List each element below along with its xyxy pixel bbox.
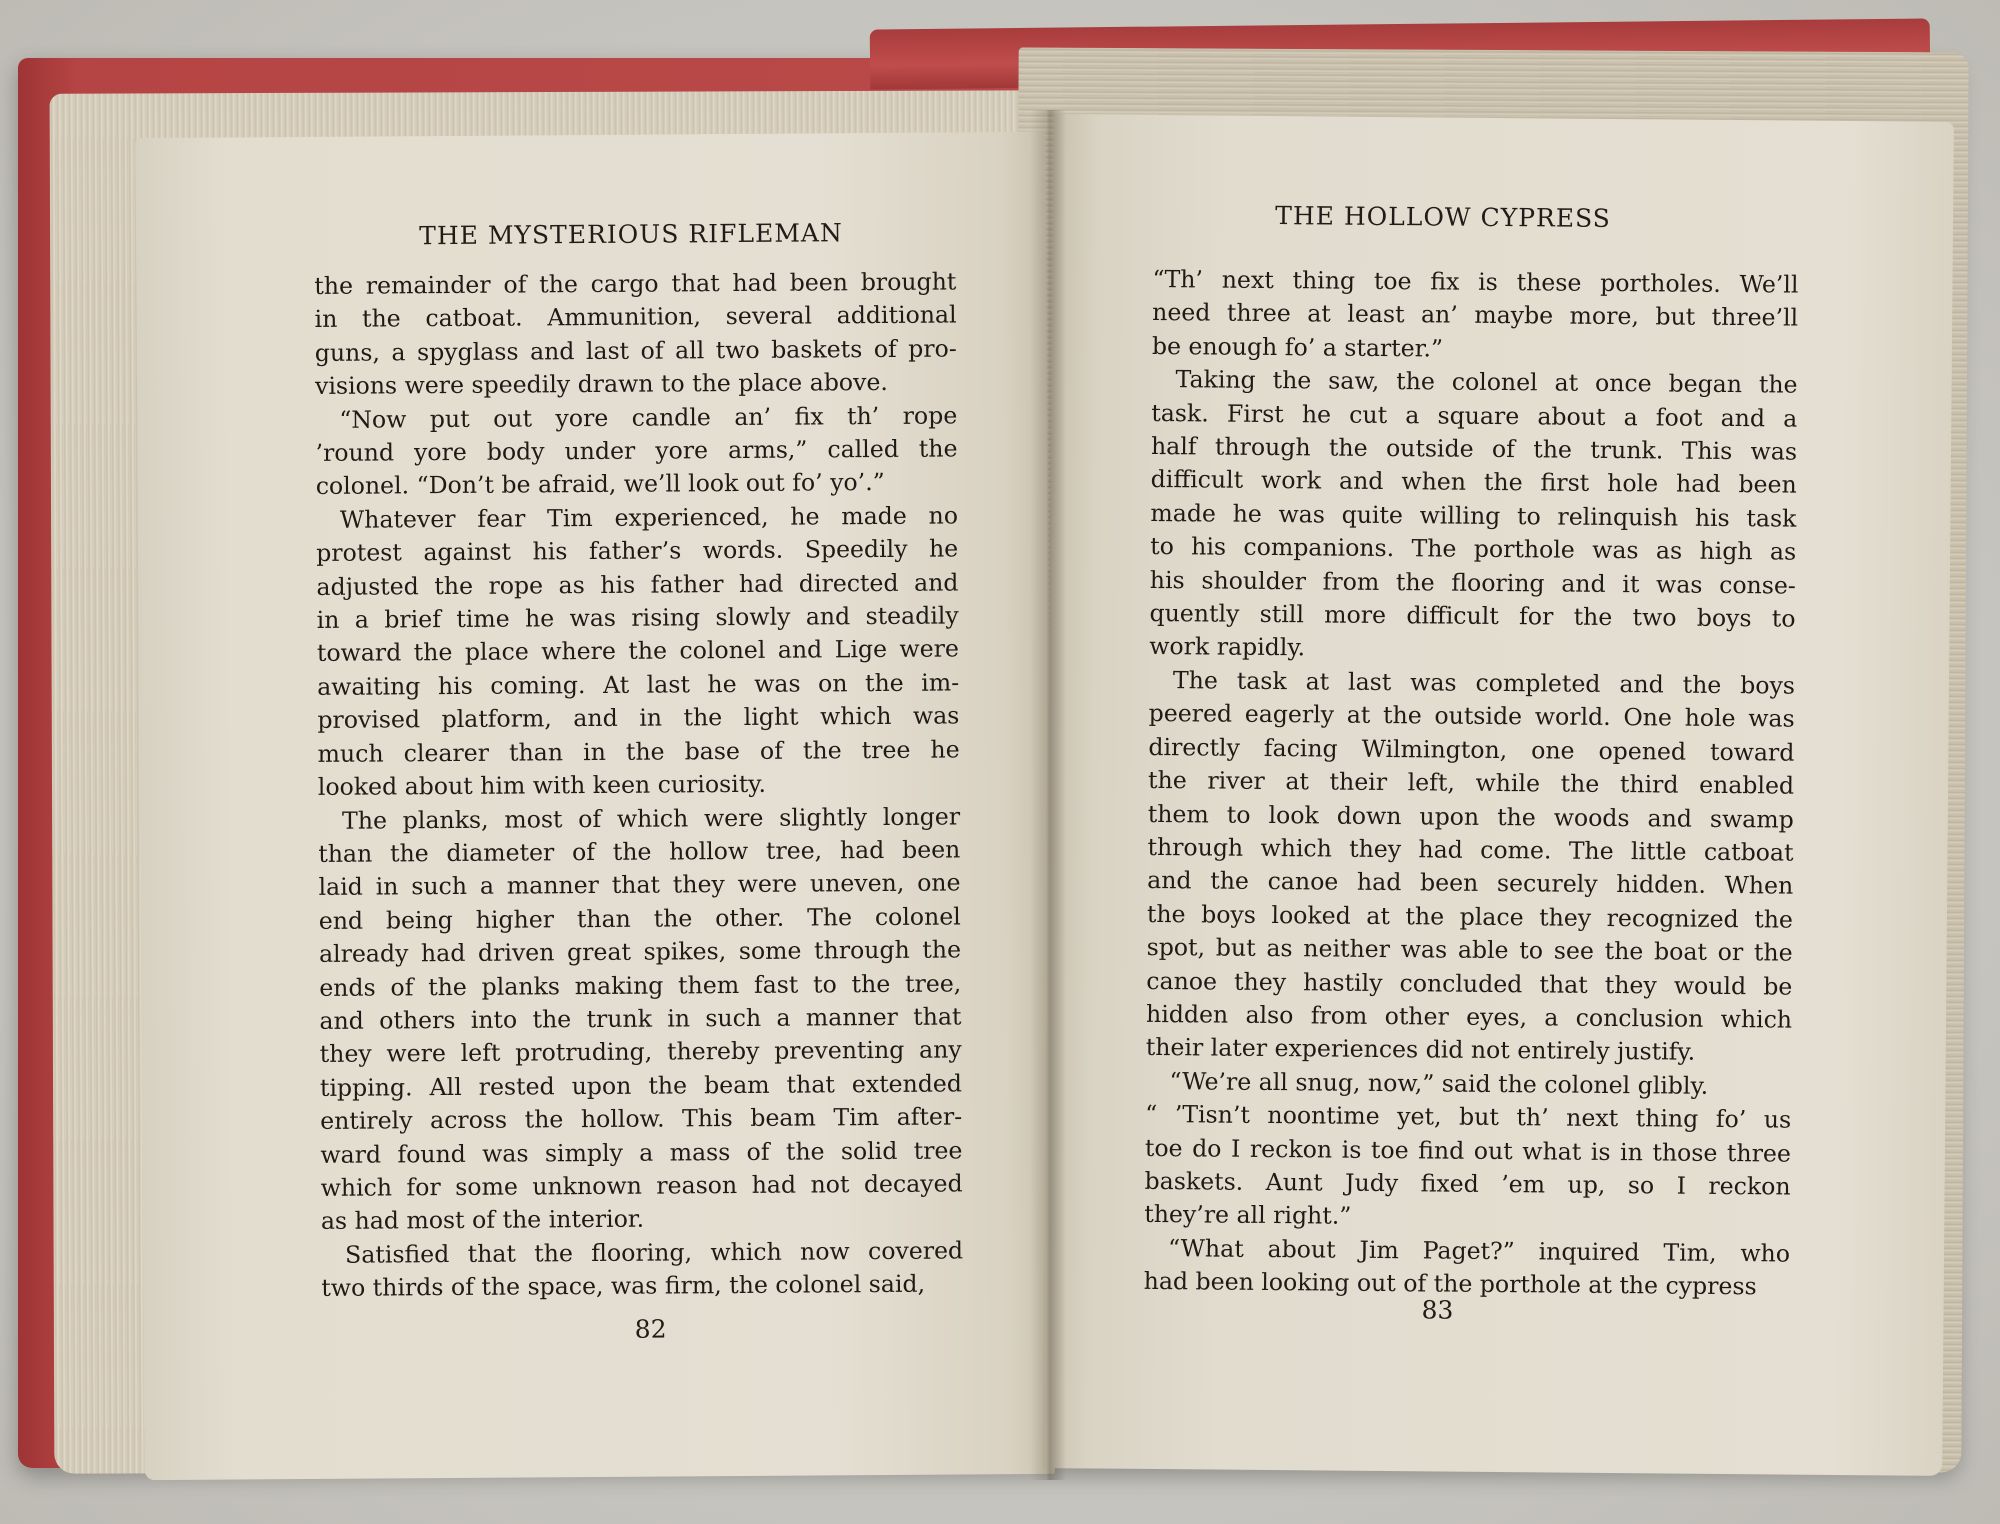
text-line: looked about him with keen curiosity. (317, 769, 767, 802)
text-line: had been looking out of the porthole at the cypress (1143, 1267, 1757, 1301)
text-line: need three at least an’ maybe more, but three’ll (1152, 298, 1799, 333)
text-line: hidden also from other eyes, a conclusion which (1145, 999, 1793, 1034)
text-line: through which they had come. The little catboat (1147, 832, 1794, 867)
text-line: The planks, most of which were slightly longer (341, 801, 961, 835)
right-running-head: THE HOLLOW CYPRESS (1275, 201, 1611, 233)
text-line: to his companions. The porthole was as high as (1150, 532, 1797, 566)
left-running-head: THE MYSTERIOUS RIFLEMAN (419, 218, 843, 251)
text-line: canoe they hastily concluded that they would be (1146, 966, 1793, 1001)
text-line: them to look down upon the woods and swamp (1147, 799, 1794, 834)
text-line: task. First he cut a square about a foot and a (1151, 398, 1798, 433)
text-line: Whatever fear Tim experienced, he made no (339, 501, 959, 534)
text-line: than the diameter of the hollow tree, had been (318, 835, 961, 868)
text-line: toe do I reckon is toe find out what is in those three (1144, 1133, 1792, 1168)
text-line: toward the place where the colonel and Lige were (316, 634, 960, 668)
text-line: directly facing Wilmington, one opened toward (1148, 732, 1795, 767)
text-line: the remainder of the cargo that had been brought (314, 267, 957, 300)
text-line: quently still more difficult for the two boys to (1149, 599, 1796, 633)
text-line: as had most of the interior. (320, 1205, 645, 1236)
book-gutter (1030, 110, 1066, 1480)
text-line: be enough fo’ a starter.” (1151, 331, 1444, 363)
text-line: “We’re all snug, now,” said the colonel glibly. (1169, 1066, 1709, 1100)
text-line: tipping. All rested upon the beam that extended (319, 1069, 963, 1102)
text-line: and others into the trunk in such a manner that (319, 1002, 962, 1035)
text-line: in a brief time he was rising slowly and steadily (316, 601, 959, 635)
text-line: adjusted the rope as his father had directed and (316, 568, 959, 601)
text-line: awaiting his coming. At last he was on the im- (317, 668, 960, 701)
text-line: much clearer than in the base of the tree he (317, 735, 960, 768)
text-line: baskets. Aunt Judy fixed ’em up, so I reckon (1144, 1166, 1791, 1201)
text-line: and the canoe had been securely hidden. When (1147, 866, 1794, 900)
text-line: ward found was simply a mass of the solid tree (320, 1136, 963, 1169)
text-line: ends of the planks making them fast to the tree, (319, 968, 962, 1002)
text-line: guns, a spyglass and last of all two baskets of pro- (314, 334, 957, 367)
text-line: entirely across the hollow. This beam Tim after- (320, 1102, 963, 1136)
text-line: the boys looked at the place they recognized the (1146, 899, 1794, 934)
text-line: protest against his father’s words. Speedily he (316, 534, 959, 568)
text-line: end being higher than the other. The colonel (318, 902, 961, 935)
text-line: The task at last was completed and the boys (1172, 666, 1796, 700)
text-line: “Th’ next thing toe fix is these portholes. We’ll (1152, 264, 1799, 299)
text-line: half through the outside of the trunk. This was (1150, 431, 1798, 466)
text-line: two thirds of the space, was firm, the colonel said, (321, 1269, 926, 1303)
text-line: spot, but as neither was able to see the boat or the (1146, 933, 1793, 967)
text-line: which for some unknown reason had not decayed (320, 1169, 963, 1202)
text-line: Taking the saw, the colonel at once began the (1175, 365, 1798, 399)
text-line: Satisfied that the flooring, which now covered (345, 1236, 964, 1269)
text-line: peered eagerly at the outside world. One hole was (1148, 699, 1795, 733)
text-line: the river at their left, while the third enabled (1147, 766, 1795, 800)
text-line: provised platform, and in the light which was (317, 701, 960, 735)
text-line: “ ’Tisn’t noontime yet, but th’ next thing fo’ us (1145, 1100, 1792, 1134)
text-line: already had driven great spikes, some through the (318, 935, 962, 969)
left-page-number: 82 (634, 1314, 667, 1344)
text-line: made he was quite willing to relinquish his task (1150, 498, 1797, 533)
right-page (1042, 114, 1954, 1476)
text-line: ’round yore body under yore arms,” called the (315, 434, 958, 467)
text-line: his shoulder from the flooring and it was conse- (1149, 565, 1796, 600)
text-line: work rapidly. (1149, 632, 1306, 662)
text-line: colonel. “Don’t be afraid, we’ll look out fo’ yo’.” (315, 468, 885, 501)
text-line: difficult work and when the first hole had been (1150, 465, 1797, 500)
text-line: they were left protruding, thereby preventing any (319, 1035, 962, 1069)
text-line: laid in such a manner that they were uneven, one (318, 868, 961, 902)
left-page-text (314, 265, 963, 1305)
text-line: “Now put out yore candle an’ fix th’ rope (339, 401, 958, 434)
left-page (135, 132, 1054, 1480)
text-line: in the catboat. Ammunition, several additional (314, 300, 957, 334)
text-line: they’re all right.” (1144, 1200, 1352, 1231)
text-line: “What about Jim Paget?” inquired Tim, who (1167, 1233, 1791, 1268)
text-line: visions were speedily drawn to the place above. (314, 368, 888, 401)
right-page-number: 83 (1421, 1295, 1454, 1325)
text-line: their later experiences did not entirely justify. (1145, 1033, 1696, 1067)
right-page-text (1144, 263, 1799, 1304)
